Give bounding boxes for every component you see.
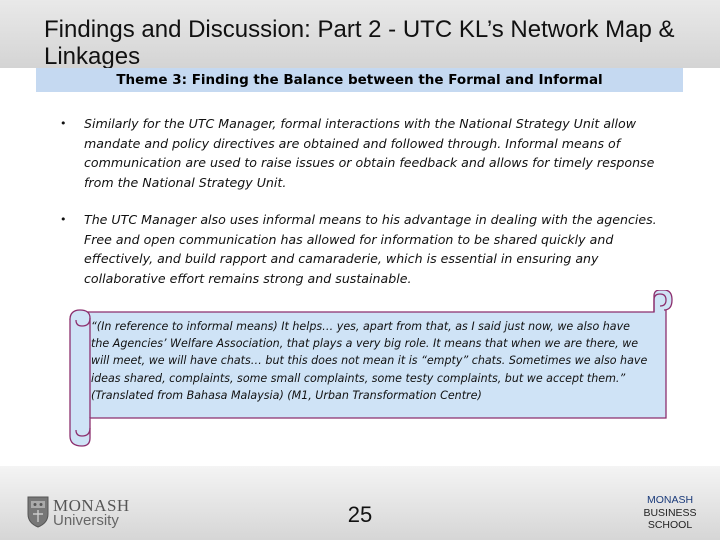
page-number: 25 (347, 502, 373, 527)
bullet-text: Similarly for the UTC Manager, formal interactions with the National Strategy Unit allow mandate and policy directives are obtained and followed through. Informal means of communication are used to raise issues or obtain feedback and allows for timely response from the National Strategy Unit. (84, 116, 655, 190)
quote-text: “(In reference to informal means) It helps… yes, apart from that, as I said just now, we also have the Agencies’ Welfare Association, that plays a very big role. It means that when we are there, we will meet, we will have chats… but this does not mean it is “empty” chats. Sometimes we also have ideas shared, complaints, some small complaints, some testy complaints, but we accept them.” (Translated from Bahasa Malaysia) (M1, Urban Transformation Centre) (91, 320, 648, 402)
bullet-marker: • (60, 213, 67, 226)
bullet-list (60, 114, 680, 288)
business-school-logo (630, 494, 710, 532)
theme-banner: Theme 3: Finding the Balance between the Formal and Informal (36, 68, 683, 92)
bullet-marker: • (60, 117, 67, 130)
logo-university-text: University (53, 512, 119, 529)
bullet-item (60, 210, 680, 288)
bullet-item (60, 114, 680, 192)
monash-university-logo (27, 496, 147, 532)
school-line-2: BUSINESS (643, 506, 697, 519)
quote-scroll (60, 290, 680, 448)
logo-monash-text: MONASH (53, 496, 130, 515)
crest-icon (27, 496, 49, 528)
title-bar (0, 0, 720, 68)
bullet-text: The UTC Manager also uses informal means to his advantage in dealing with the agencies. Free and open communication has allowed for information to be shared quickly and effectively, and build rapport and camaraderie, which is essential in ensuring any collaborative effort remains strong and sustainable. (84, 212, 657, 286)
slide-title: Findings and Discussion: Part 2 - UTC KL’s Network Map & Linkages (44, 16, 675, 68)
school-line-1: MONASH (646, 494, 694, 506)
school-line-3: SCHOOL (647, 519, 693, 531)
